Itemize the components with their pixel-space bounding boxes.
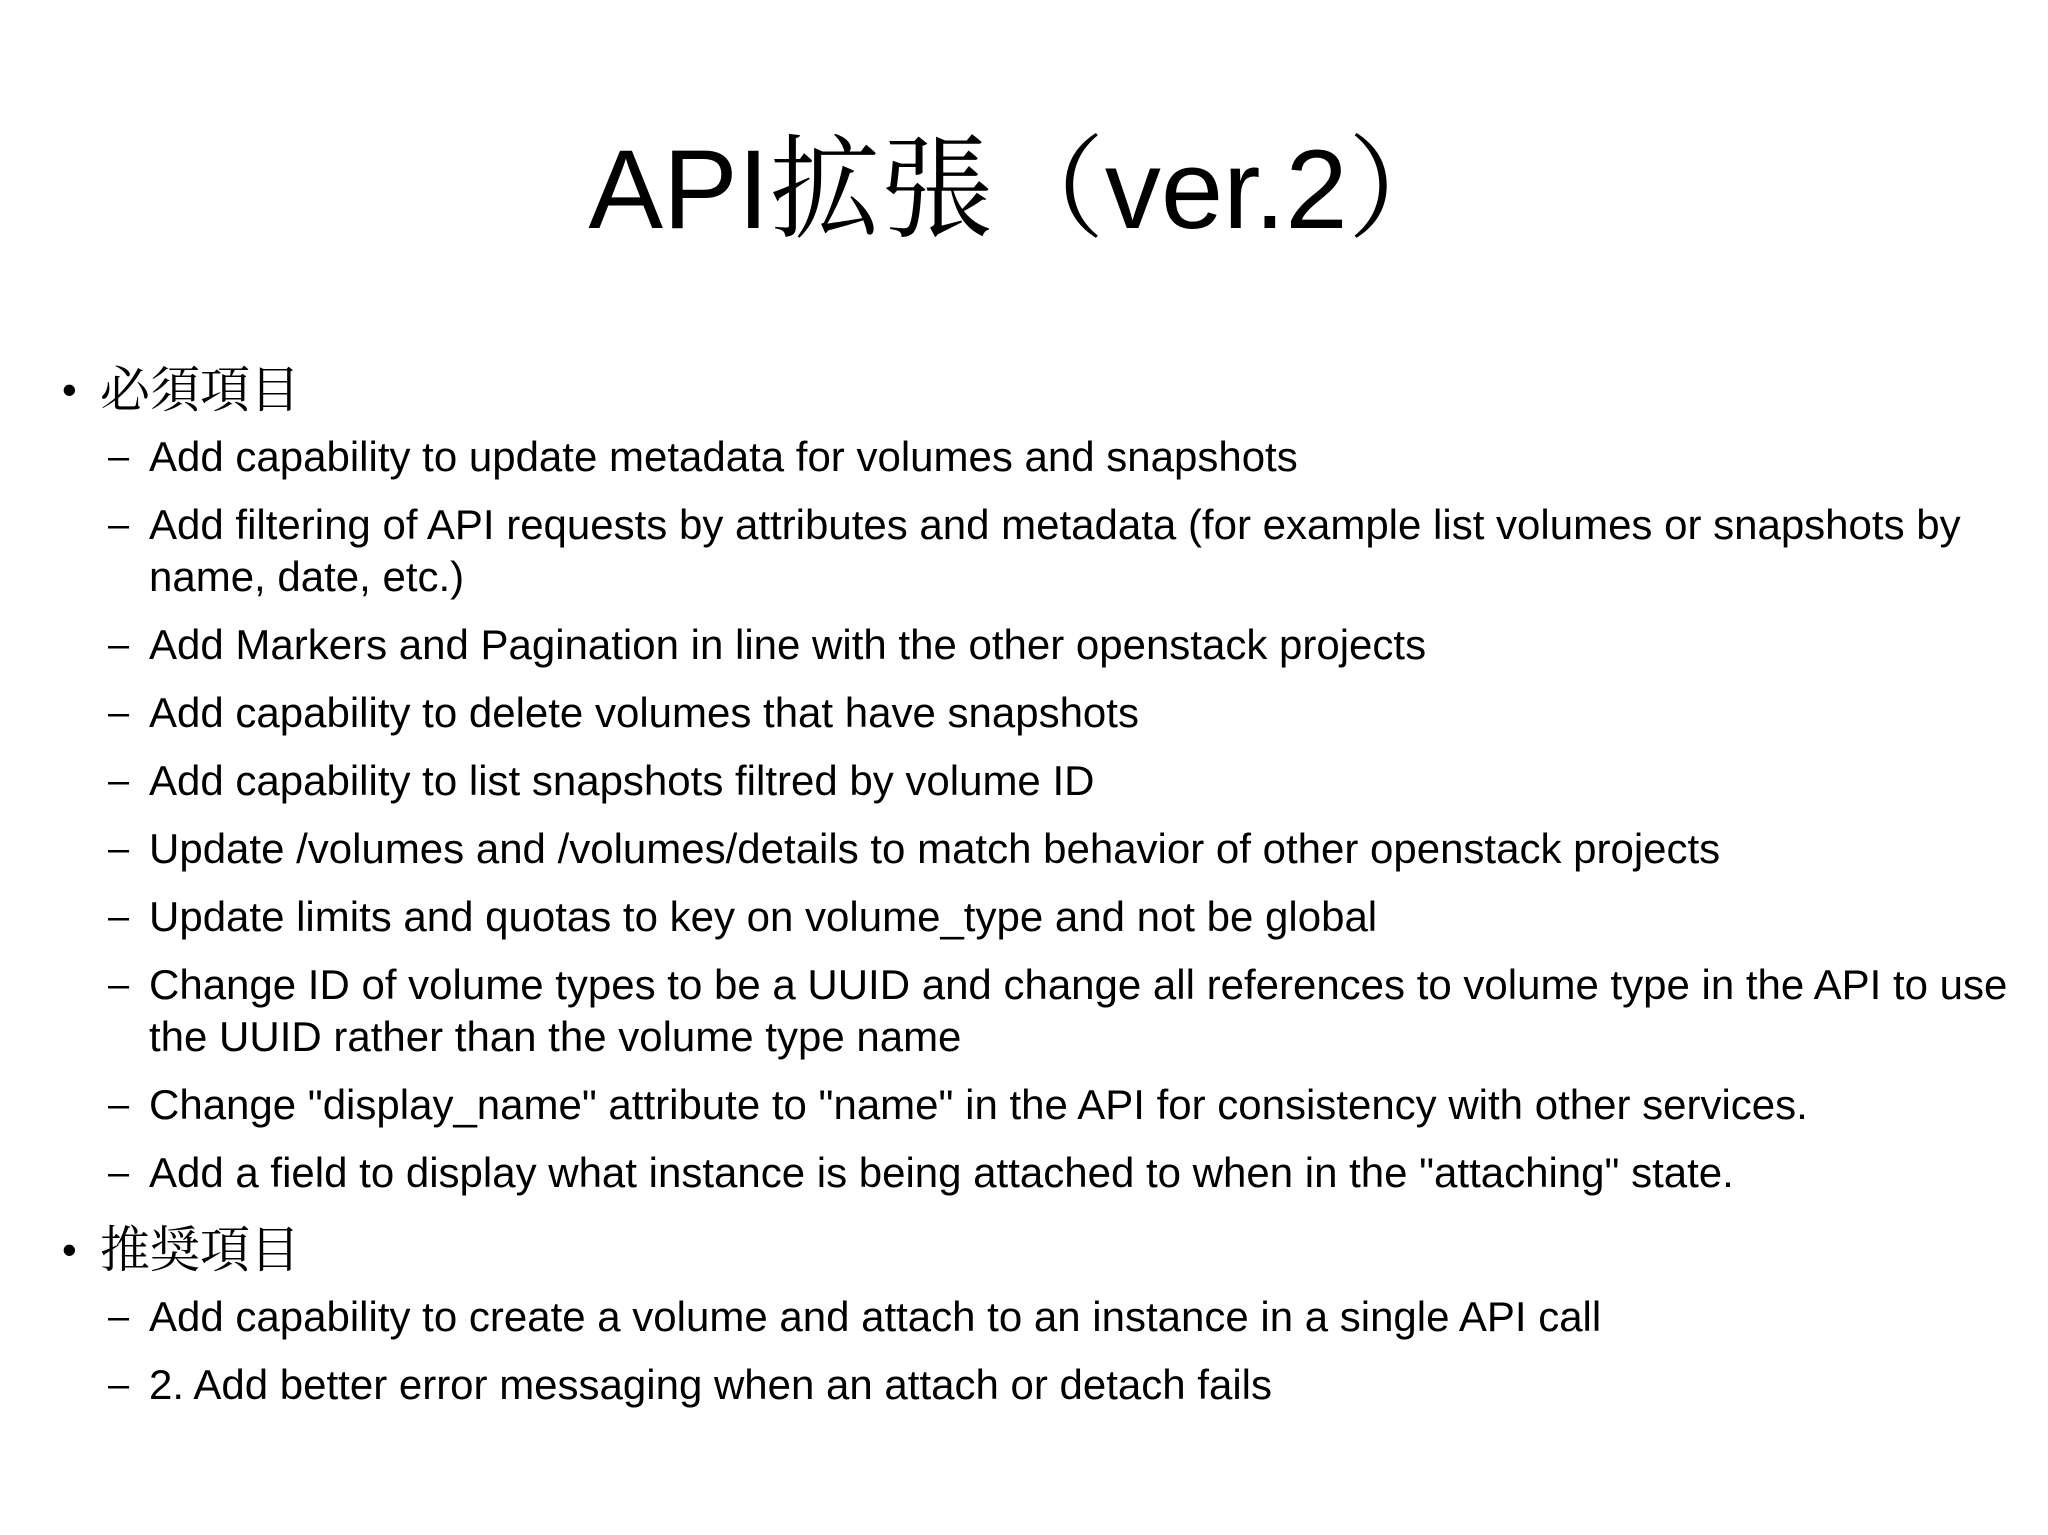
list-item [58, 755, 2018, 807]
list-item [58, 1079, 2018, 1131]
section-heading-text: 推奨項目 [100, 1222, 300, 1278]
dash-icon: – [108, 896, 130, 938]
dash-icon: – [108, 1084, 130, 1126]
dash-icon: – [108, 504, 130, 546]
list-item [58, 959, 2018, 1063]
section-required [58, 355, 2018, 1199]
list-item [58, 823, 2018, 875]
bullet-icon: • [62, 1226, 77, 1273]
list-item [58, 619, 2018, 671]
bullet-list [58, 355, 2018, 1427]
list-item-text: Change ID of volume types to be a UUID and change all references to volume type in the API to use the UUID rather than the volume type name [149, 961, 2008, 1060]
list-item-text: Add capability to delete volumes that have snapshots [149, 689, 1139, 736]
sub-list [58, 431, 2018, 1199]
dash-icon: – [108, 624, 130, 666]
bullet-icon: • [62, 366, 77, 413]
dash-icon: – [108, 760, 130, 802]
dash-icon: – [108, 1364, 130, 1406]
list-item-text: Change "display_name" attribute to "name" in the API for consistency with other services. [149, 1081, 1808, 1128]
list-item [58, 1147, 2018, 1199]
list-item-text: Add capability to create a volume and attach to an instance in a single API call [149, 1293, 1602, 1340]
dash-icon: – [108, 964, 130, 1006]
list-item [58, 499, 2018, 603]
list-item-text: Update limits and quotas to key on volume_type and not be global [149, 893, 1378, 940]
list-item-text: 2. Add better error messaging when an attach or detach fails [149, 1361, 1272, 1408]
section-heading-text: 必須項目 [100, 362, 300, 418]
list-item [58, 431, 2018, 483]
list-item-text: Add Markers and Pagination in line with the other openstack projects [149, 621, 1427, 668]
section-heading [58, 1215, 2018, 1285]
sub-list [58, 1291, 2018, 1411]
list-item [58, 891, 2018, 943]
list-item [58, 1291, 2018, 1343]
dash-icon: – [108, 1296, 130, 1338]
list-item [58, 1359, 2018, 1411]
dash-icon: – [108, 436, 130, 478]
dash-icon: – [108, 692, 130, 734]
list-item-text: Update /volumes and /volumes/details to match behavior of other openstack projects [149, 825, 1721, 872]
dash-icon: – [108, 828, 130, 870]
dash-icon: – [108, 1152, 130, 1194]
list-item-text: Add filtering of API requests by attributes and metadata (for example list volumes or snapshots by name, date, etc.) [149, 501, 1961, 600]
list-item [58, 687, 2018, 739]
section-recommended [58, 1215, 2018, 1411]
list-item-text: Add capability to update metadata for volumes and snapshots [149, 433, 1298, 480]
list-item-text: Add capability to list snapshots filtred by volume ID [149, 757, 1095, 804]
section-heading [58, 355, 2018, 425]
list-item-text: Add a field to display what instance is being attached to when in the "attaching" state. [149, 1149, 1734, 1196]
slide-title: API拡張（ver.2） [588, 127, 1460, 252]
